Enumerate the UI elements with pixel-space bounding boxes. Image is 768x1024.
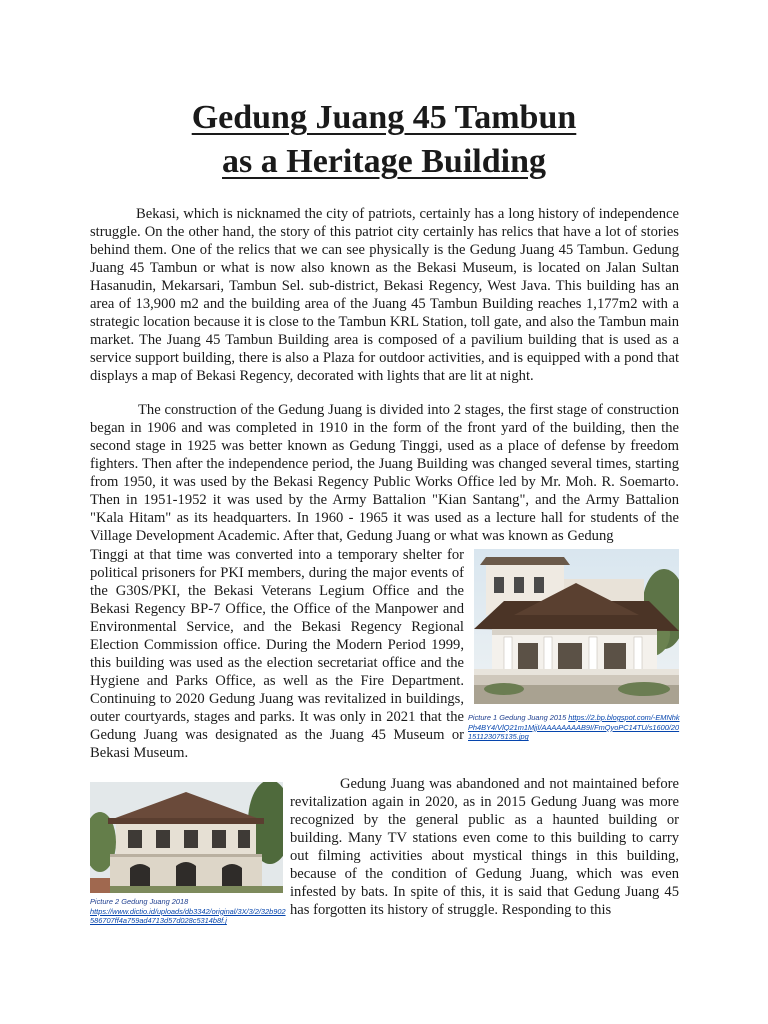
document-title <box>0 96 768 184</box>
paragraph-abandonment: Gedung Juang was abandoned and not maintained before revitalization again in 2020, as in 2015 Gedung Juang was more recognized by the general public as a haunted building or building. Many TV stations even come to this building to carry out filming activities about mystical things in this building, because of the condition of Gedung Juang, which was even infested by bats. In spite of this, it is said that Gedung Juang 45 has forgotten its history of struggle. Responding to this <box>290 776 679 918</box>
figure-1-label: Picture 1 Gedung Juang 2015 <box>468 713 569 722</box>
figure-1-link[interactable]: https://2.bp.blogspot.com/-EMNhkPh4BY4/VlQ21m1MjjI/AAAAAAAAB9I/FmQyoPC14TU/s1600/20151123075135.jpg <box>468 713 680 742</box>
figure-2-label: Picture 2 Gedung Juang 2018 <box>90 897 189 906</box>
paragraph-construction: The construction of the Gedung Juang is divided into 2 stages, the first stage of construction began in 1906 and was completed in 1910 in the form of the front yard of the building, then the second stage in 1925 was better known as Gedung Tinggi, used as a place of defense by freedom fighters. Then after the independence period, the Juang Building was changed several times, starting from 1950, it was used by the Bekasi Regency Public Works Office led by Mr. Moh. R. Soemarto. Then in 1951-1952 it was used by the Army Battalion "Kian Santang", and the Army Battalion "Kala Hitam" as its headquarters. In 1960 - 1965 it was used as a lecture hall for students of the Village Development Academic. After that, Gedung Juang or what was known as Gedung <box>90 402 679 544</box>
figure-2-caption <box>90 897 286 926</box>
title-line-2: as a Heritage Building <box>222 143 546 180</box>
figure-2-link[interactable]: https://www.dictio.id/uploads/db3342/original/3X/3/2/32b902586707ff4a759ad4713d57d028c5314b8f.j <box>90 906 286 926</box>
figure-1-caption <box>468 713 680 742</box>
paragraph-history: Tinggi at that time was converted into a temporary shelter for political prisoners for PKI members, during the major events of the G30S/PKI, the Bekasi Veterans Legium Office and the Bekasi Regency BP-7 Office, the Office of the Manpower and Environmental Service, and the Bekasi Regency Regional Election Commission office. During the Modern Period 1999, this building was used as the election secretariat office and the Hygiene and Parks Office, as well as the Fire Department. Continuing to 2020 Gedung Juang was revitalized in buildings, outer courtyards, stages and parks. It was only in 2021 that the Gedung Juang was designated as the Juang 45 Museum or Bekasi Museum. <box>90 547 464 761</box>
gedung-juang-2018-photo <box>90 782 283 893</box>
paragraph-intro: Bekasi, which is nicknamed the city of patriots, certainly has a long history of independence struggle. On the other hand, the story of this patriot city certainly has relics that have a lot of stories behind them. One of the relics that we can see physically is the Gedung Juang 45 Tambun. Gedung Juang 45 Tambun or what is now also known as the Bekasi Museum, is located on Jalan Sultan Hasanudin, Mekarsari, Tambun Sel. sub-district, Bekasi Regency, West Java. This building has an area of 13,900 m2 and the building area of the Juang 45 Tambun Building reaches 1,177m2 with a strategic location because it is close to the Tambun KRL Station, toll gate, and also the Tambun main market. The Juang 45 Tambun Building area is composed of a pavilium building that is used as a service support building, there is also a Plaza for outdoor activities, and is equipped with a pond that displays a map of Bekasi Regency, decorated with lights that are lit at night. <box>90 206 680 384</box>
gedung-juang-2015-photo <box>474 549 679 704</box>
title-line-1: Gedung Juang 45 Tambun <box>191 99 577 136</box>
